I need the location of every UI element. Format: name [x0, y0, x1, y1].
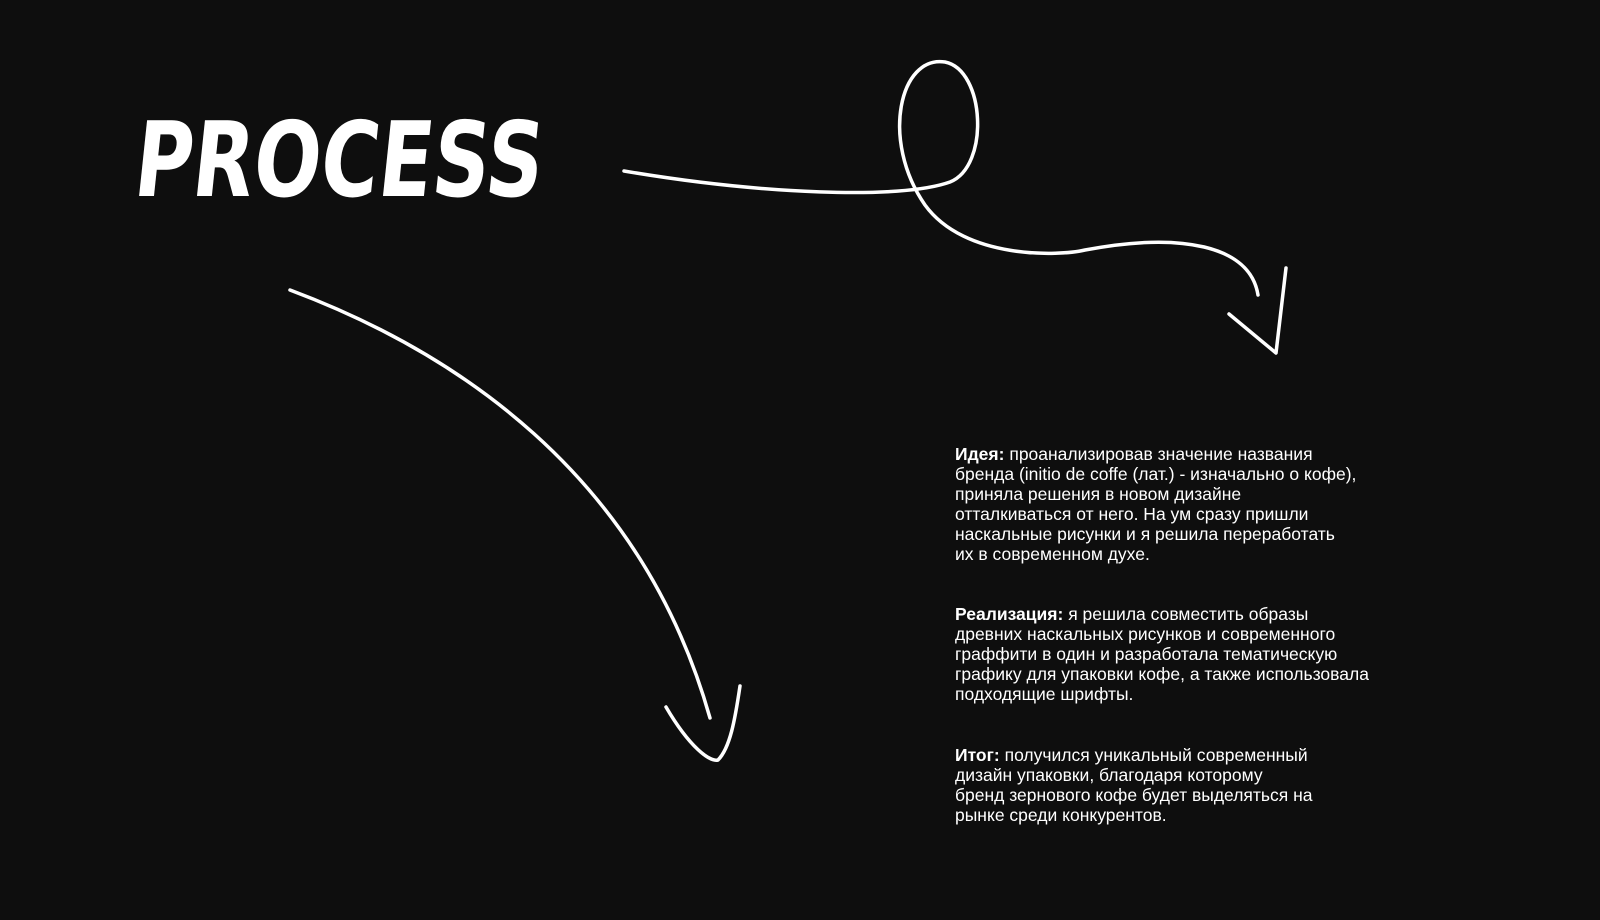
idea-label: Идея: — [955, 444, 1005, 464]
idea-section — [955, 444, 1475, 564]
idea-line-4: отталкиваться от него. На ум сразу пришли — [955, 504, 1309, 524]
idea-line-2: бренда (initio de coffe (лат.) - изначально о кофе), — [955, 464, 1357, 484]
realization-line-5: подходящие шрифты. — [955, 684, 1134, 704]
loop-arrowhead-icon — [1229, 268, 1286, 353]
idea-line-6: их в современном духе. — [955, 544, 1150, 564]
result-line-3: бренд зернового кофе будет выделяться на — [955, 785, 1313, 805]
curved-arrow-icon — [290, 290, 710, 718]
result-line-2: дизайн упаковки, благодаря которому — [955, 765, 1263, 785]
realization-line-3: граффити в один и разработала тематическую — [955, 644, 1338, 664]
realization-line-2: древних наскальных рисунков и современного — [955, 624, 1336, 644]
idea-line-3: приняла решения в новом дизайне — [955, 484, 1242, 504]
realization-line-4: графику для упаковки кофе, а также использовала — [955, 664, 1369, 684]
result-line-4: рынке среди конкурентов. — [955, 805, 1167, 825]
realization-section — [955, 604, 1475, 704]
loop-arrow-icon — [624, 62, 1258, 295]
realization-text-1: я решила совместить образы — [1068, 604, 1309, 624]
result-line-1 — [955, 745, 1475, 765]
idea-line-1 — [955, 444, 1475, 464]
result-label: Итог: — [955, 745, 1000, 765]
realization-label: Реализация: — [955, 604, 1064, 624]
idea-text-1: проанализировав значение названия — [1009, 444, 1313, 464]
result-section — [955, 745, 1475, 825]
result-text-1: получился уникальный современный — [1004, 745, 1308, 765]
idea-line-5: наскальные рисунки и я решила переработать — [955, 524, 1335, 544]
process-title: PROCESS — [129, 99, 680, 221]
realization-line-1 — [955, 604, 1475, 624]
